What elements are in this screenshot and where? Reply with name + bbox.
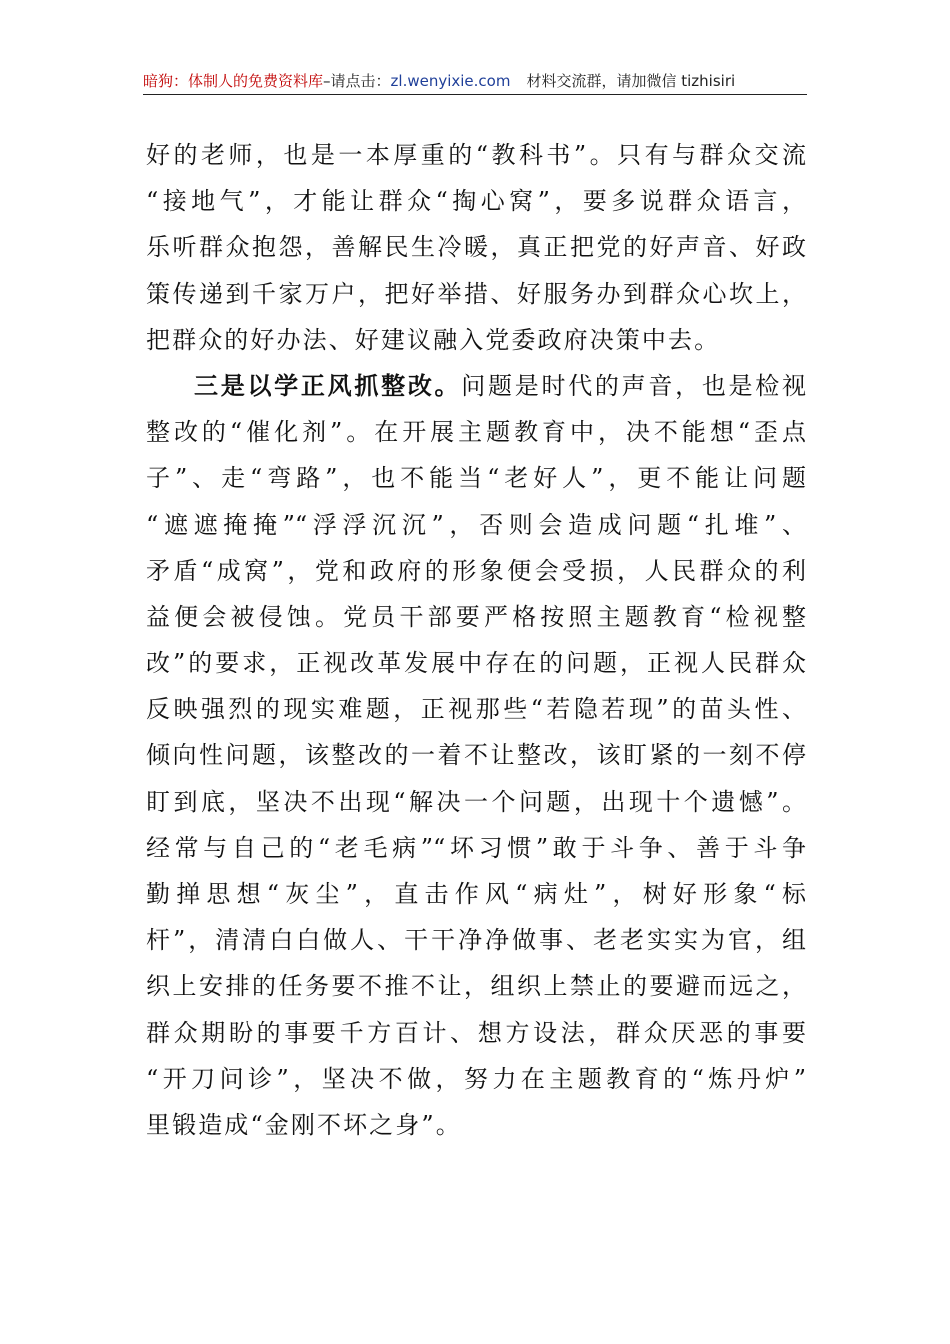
text-line: 改”的要求，正视改革发展中存在的问题，正视人民群众	[146, 649, 806, 678]
document-body	[146, 132, 806, 1148]
text-line: 把群众的好办法、好建议融入党委政府决策中去。	[146, 325, 721, 354]
header-link[interactable]: zl.wenyixie.com	[390, 72, 511, 90]
text-line: 杆”，清清白白做人、干干净净做事、老老实实为官，组	[146, 926, 806, 955]
text-line: 策传递到千家万户，把好举措、好服务办到群众心坎上，	[146, 279, 806, 308]
text-line: 群众期盼的事要千方百计、想方设法，群众厌恶的事要	[146, 1018, 806, 1047]
text-line: 里锻造成“金刚不坏之身”。	[146, 1110, 462, 1139]
page-header	[143, 68, 807, 95]
text-line: 好的老师，也是一本厚重的“教科书”。只有与群众交流	[146, 141, 806, 169]
text-line: “开刀问诊”，坚决不做，努力在主题教育的“炼丹炉”	[146, 1064, 806, 1093]
text-line: 织上安排的任务要不推不让，组织上禁止的要避而远之，	[146, 972, 806, 1001]
text-line: 盯到底，坚决不出现“解决一个问题，出现十个遗憾”。	[146, 787, 806, 816]
section3-first-line	[146, 363, 806, 409]
text-line: 益便会被侵蚀。党员干部要严格按照主题教育“检视整	[146, 602, 806, 631]
text-line: “遮遮掩掩”“浮浮沉沉”，否则会造成问题“扎堆”、	[146, 510, 806, 539]
header-click-prompt: –请点击：	[323, 72, 391, 90]
header-wechat-note: 材料交流群，请加微信 tizhisiri	[526, 72, 736, 90]
header-site-name: 暗狗：体制人的免费资料库	[143, 72, 324, 90]
text-line: 乐听群众抱怨，善解民生冷暖，真正把党的好声音、好政	[146, 233, 806, 262]
text-line: 矛盾“成窝”，党和政府的形象便会受损，人民群众的利	[146, 556, 806, 585]
text-line: 反映强烈的现实难题，正视那些“若隐若现”的苗头性、	[146, 695, 806, 724]
text-line: 整改的“催化剂”。在开展主题教育中，决不能想“歪点	[146, 418, 806, 447]
text-line: 子”、走“弯路”，也不能当“老好人”，更不能让问题	[146, 464, 806, 493]
section3-heading: 三是以学正风抓整改。	[194, 370, 462, 400]
text-line: 勤掸思想“灰尘”，直击作风“病灶”，树好形象“标	[146, 880, 806, 908]
section3-first-line-text: 问题是时代的声音，也是检视	[461, 371, 806, 400]
text-line: 倾向性问题，该整改的一着不让整改，该盯紧的一刻不停	[146, 741, 806, 770]
text-line: “接地气”，才能让群众“掏心窝”，要多说群众语言，	[146, 187, 806, 216]
text-line: 经常与自己的“老毛病”“坏习惯”敢于斗争、善于斗争	[146, 833, 806, 862]
